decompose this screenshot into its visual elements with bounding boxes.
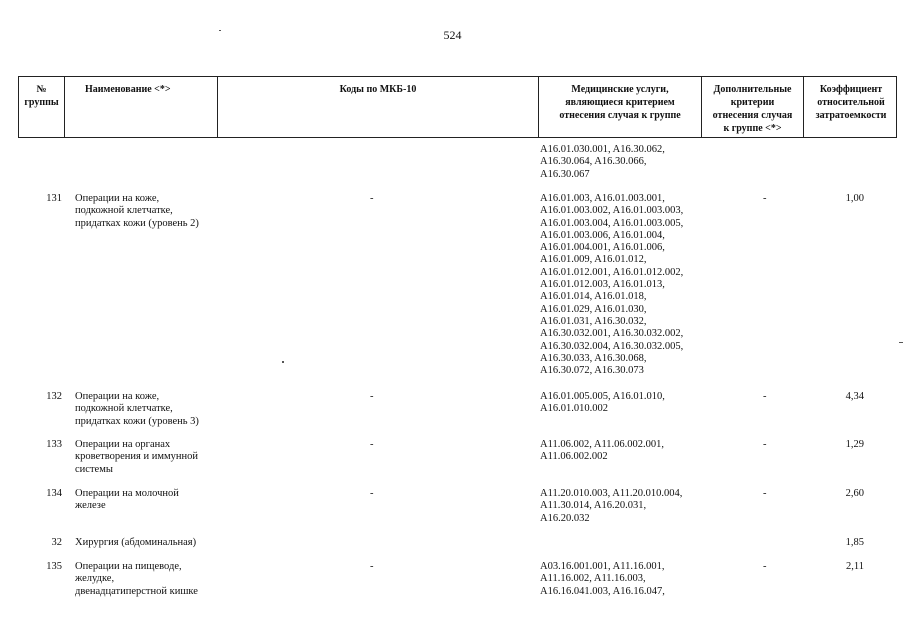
row-134-icd: - xyxy=(370,488,374,499)
scan-speck xyxy=(282,361,284,363)
continuation-services: A16.01.030.001, A16.30.062, A16.30.064, A16.30.066, A16.30.067 xyxy=(540,144,665,180)
section-32-name: Хирургия (абдоминальная) xyxy=(75,537,197,548)
row-133-icd: - xyxy=(370,439,374,450)
row-133-name: Операции на органах кроветворения и иммунной системы xyxy=(75,439,198,475)
row-132-services: A16.01.005.005, A16.01.010, A16.01.010.002 xyxy=(540,391,665,415)
row-135-name: Операции на пищеводе, желудке, двенадцатиперстной кишке xyxy=(75,561,198,597)
row-131-icd: - xyxy=(370,193,374,204)
row-135-services: A03.16.001.001, A11.16.001, A11.16.002, A11.16.003, A16.16.041.003, A16.16.047, xyxy=(540,561,665,597)
row-134-criteria: - xyxy=(763,488,767,499)
header-medical-services: Медицинские услуги, являющиеся критерием отнесения случая к группе xyxy=(539,77,702,137)
header-group-number: № группы xyxy=(19,77,65,137)
row-132-name: Операции на коже, подкожной клетчатке, придатках кожи (уровень 3) xyxy=(75,391,199,427)
header-name: Наименование <*> xyxy=(65,77,218,137)
section-32-number: 32 xyxy=(51,537,62,548)
row-131-services: A16.01.003, A16.01.003.001, A16.01.003.002, A16.01.003.003, A16.01.003.004, A16.01.003.005, A16.01.003.006, A16.01.004, A16.01.004.001, A16.01.006, A16.01.009, A16.01.012, A16.01.012.001, A16.01.012.002, A16.01.012.003, A16.01.013, A16.01.014, A16.01.018, A16.01.029, A16.01.030, A16.01.031, A16.30.032, A16.30.032.001, A16.30.032.002, A16.30.032.004, A16.30.032.005, A16.30.033, A16.30.068, A16.30.072, A16.30.073 xyxy=(540,193,684,377)
row-135-number: 135 xyxy=(46,561,62,572)
scan-speck xyxy=(219,30,221,31)
row-134-services: A11.20.010.003, A11.20.010.004, A11.30.014, A16.20.031, A16.20.032 xyxy=(540,488,683,524)
header-icd-codes: Коды по МКБ-10 xyxy=(218,77,539,137)
row-132-icd: - xyxy=(370,391,374,402)
row-135-coefficient: 2,11 xyxy=(846,561,864,572)
row-132-number: 132 xyxy=(46,391,62,402)
table-header xyxy=(18,76,897,138)
row-133-coefficient: 1,29 xyxy=(845,439,864,450)
header-coefficient: Коэффициент относительной затратоемкости xyxy=(815,84,887,121)
row-132-coefficient: 4,34 xyxy=(845,391,864,402)
row-131-number: 131 xyxy=(46,193,62,204)
row-135-criteria: - xyxy=(763,561,767,572)
page-number: 524 xyxy=(443,28,462,42)
row-133-services: A11.06.002, A11.06.002.001, A11.06.002.002 xyxy=(540,439,665,463)
section-32-coefficient: 1,85 xyxy=(845,537,864,548)
row-135-icd: - xyxy=(370,561,374,572)
row-131-coefficient: 1,00 xyxy=(845,193,864,204)
row-134-coefficient: 2,60 xyxy=(845,488,864,499)
row-133-number: 133 xyxy=(46,439,62,450)
scan-speck xyxy=(899,342,903,343)
row-131-name: Операции на коже, подкожной клетчатке, придатках кожи (уровень 2) xyxy=(75,193,199,229)
header-additional-criteria: Дополнительные критерии отнесения случая к группе <*> xyxy=(702,77,804,137)
row-131-criteria: - xyxy=(763,193,767,204)
row-133-criteria: - xyxy=(763,439,767,450)
row-132-criteria: - xyxy=(763,391,767,402)
row-134-name: Операции на молочной железе xyxy=(75,488,179,512)
row-134-number: 134 xyxy=(46,488,62,499)
